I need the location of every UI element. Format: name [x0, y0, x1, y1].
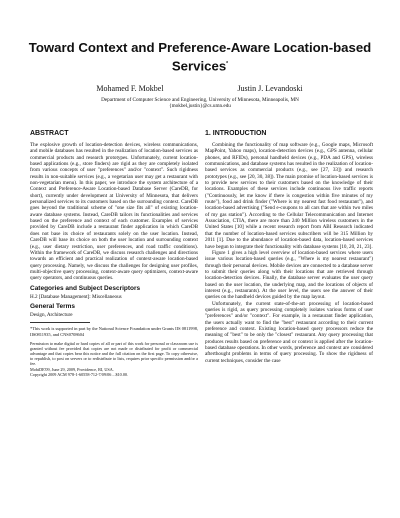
author-emails: {mokbel,justin}@cs.umn.edu	[169, 103, 231, 110]
author-2: Justin J. Levandoski	[237, 84, 303, 93]
affiliation-block	[0, 97, 400, 110]
right-column	[205, 130, 373, 364]
title-line-1: Toward Context and Preference-Aware Location-based	[28, 40, 372, 55]
footnote: *This work is supported in part by the National Science Foundation under Grants IIS 0811998, IIS0811935, and CNS0708604	[30, 326, 198, 337]
intro-paragraph-1: Combining the functionality of map software (e.g., Google maps, Microsoft MapPoint, Yahoo maps), location-detection devices (e.g., GPS antenna, cellular phones, and RFIDs), personal handheld devices (e.g., PDA and GPS), wireless communications, and database systems has resulted in the realization of location-based services as commercial products (e.g., see [27, 33]) and research prototypes (e.g., see [20, 30, 38]). The main promise of location-based services is to provide new services to their customers based on the knowledge of their locations. Examples of these services include continuous live traffic reports ("Continuously, let me know if there is congestion within five minutes of my route"), food and drink finder ("Where is my nearest fast food restaurant"), and location-based advertising ("Send e-coupons to all cars that are within two miles of my gas station"). According to the Cellular Telecommunication and Internet Association, CTIA, there are more than 240 Million wireless customers in the United States [10] while a recent research report from ABI Research indicated that the number of location-based services subscribers will be 315 Million by 2011 [1]. Due to the abundance of location-based data, location-based services have begun to integrate their functionality with database systems [10, 20, 21, 23].	[205, 142, 373, 250]
general-terms-text: Design, Architecture	[30, 311, 73, 318]
paper-title	[0, 40, 400, 74]
intro-heading: 1. INTRODUCTION	[205, 130, 267, 137]
abstract-heading: ABSTRACT	[30, 130, 69, 137]
categories-heading: Categories and Subject Descriptors	[30, 284, 141, 292]
general-terms-heading: General Terms	[30, 302, 76, 310]
footnote-divider	[30, 322, 90, 323]
abstract-text: The explosive growth of location-detection devices, wireless communications, and mobile databases has resulted in the realization of location-based services as commercial products and research prototypes. Unfortunately, current location-based applications (e.g., store finders) are rigid as they are completely isolated from various concepts of user "preferences" and/or "context". Such rigidness results in non-suitable services (e.g., a vegetarian user may get a restaurant with non-vegetarian menu). In this paper, we introduce the system architecture of a Context and Preference-Aware Location-based Database Server (CareDB, for short), currently under development at University of Minnesota, that delivers personalized services to its customers based on the surrounding context. CareDB goes beyond the traditional scheme of "one size fits all" of existing location-aware database systems. Instead, CareDB tailors its functionalities and services based on the preference and context of each customer. Examples of services provided by CareDB include a restaurant finder application in which CareDB does not base its choice of restaurants solely on the user location. Instead, CareDB will base its choice on both the user location and surrounding context (e.g., user dietary restriction, user preferences, and road traffic conditions). Within the framework of CareDB, we discuss research challenges and directions towards an efficient and practical realization of context-aware location-based query processing. Namely, we discuss the challenges for designing user profiles, multi-objective query processing, context-aware query optimizers, context-aware query operators, and continuous queries.	[30, 142, 198, 282]
categories-text: H.2 [Database Management]: Miscellaneous	[30, 293, 122, 300]
venue: MobiDE'09, June 29, 2009, Providence, RI, USA.	[30, 367, 114, 373]
title-footnote-mark: *	[226, 61, 229, 67]
title-line-2: Services	[171, 58, 227, 74]
author-list	[0, 84, 400, 96]
author-1: Mohamed F. Mokbel	[96, 84, 164, 93]
permission-notice: Permission to make digital or hard copies of all or part of this work for personal or classroom use is granted without fee provided that copies are not made or distributed for profit or commercial advantage and that copies bear this notice and the full citation on the first page. To copy otherwise, to republish, to post on servers or to redistribute to lists, requires prior specific permission and/or a fee.	[30, 340, 198, 367]
copyright: Copyright 2009 ACM 978-1-60558-712-7/09/06 ...$10.00.	[30, 372, 129, 378]
affiliation: Department of Computer Science and Engineering, University of Minnesota, Minneapolis, MN	[101, 97, 299, 103]
intro-paragraph-3: Unfortunately, the current state-of-the-art processing of location-based queries is rigid, as query processing completely isolates various forms of user "preferences" and/or "context". For example, in a restaurant finder application, the users actually want to find the "best" restaurant according to their current preference and context. Existing location-based query processors reduce the meaning of "best" to be only the "closest" restaurant. Any query processing that produces results based on preference and or context is applied after the location-based database operations. In other words, preference and context are considered afterthought problems in terms of query processing. To show the rigidness of current techniques, consider the case	[205, 300, 373, 364]
intro-paragraph-2: Figure 1 gives a high level overview of location-based services where users issue various location-based queries (e.g., "Where is my nearest restaurant") through their personal devices. Mobile devices are connected to a database server to submit their queries along with their locations that are retrieved through location-detection devices. Finally, the database server evaluates the user query based on the user location, the underlying map, and the locations of objects of interest (e.g., restaurants). At the user level, the users see the answer of their queries on the handheld devices guided by the map layout.	[205, 249, 373, 301]
left-column	[30, 130, 198, 378]
